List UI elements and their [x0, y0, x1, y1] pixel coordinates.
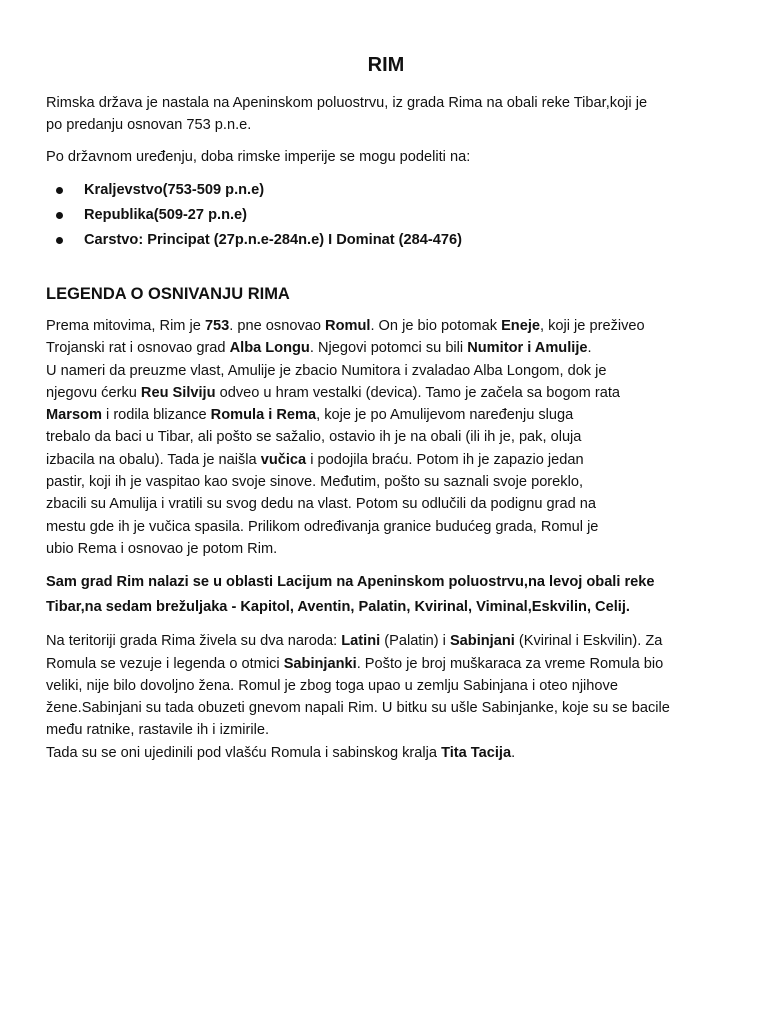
text-run: Trojanski rat i osnovao grad: [46, 340, 230, 357]
document-page: [46, 52, 726, 774]
legend-line: trebalo da baci u Tibar, ali pošto se sažalio, ostavio ih je na obali (ili ih je, pak, oluja: [46, 429, 582, 446]
text-run: . On je bio potomak: [370, 318, 502, 334]
text-run-bold: Alba Longu: [229, 340, 310, 357]
territory-line: [46, 630, 726, 652]
text-run: . Njegovi potomci su bili: [309, 340, 468, 357]
division-intro: Po državnom uređenju, doba rimske imperije se mogu podeliti na:: [46, 149, 471, 165]
location-line: Tibar,na sedam brežuljaka - Kapitol, Aventin, Palatin, Kvirinal, Viminal,Eskvilin, Celij.: [46, 599, 630, 616]
list-item: [46, 228, 726, 253]
territory-paragraph: [46, 630, 726, 764]
territory-line: [46, 653, 726, 675]
text-run-bold: Romula i Rema: [210, 407, 317, 424]
text-run: , koje je po Amulijevom naređenju sluga: [316, 407, 574, 424]
legend-line: ubio Rema i osnovao je potom Rim.: [46, 540, 278, 557]
text-run-bold: Numitor i Amulije: [467, 340, 588, 357]
intro-paragraph: [46, 92, 726, 136]
text-run: i rodila blizance: [101, 407, 211, 424]
text-run: Prema mitovima, Rim je: [46, 318, 205, 334]
legend-heading: LEGENDA O OSNIVANJU RIMA: [46, 285, 290, 303]
document-title: RIM: [367, 54, 405, 76]
text-run: i podojila braću. Potom ih je zapazio jedan: [306, 451, 584, 468]
territory-line: veliki, nije bilo dovoljno žena. Romul je zbog toga upao u zemlju Sabinjana i oteo njihove: [46, 677, 618, 694]
legend-line: [46, 382, 726, 404]
legend-line: pastir, koji ih je vaspitao kao svoje sinove. Međutim, pošto su saznali svoje poreklo,: [46, 474, 583, 491]
text-run: . pne osnovao: [229, 318, 326, 334]
text-run: njegovu ćerku: [46, 384, 141, 401]
territory-line: među ratnike, rastavile ih i izmirile.: [46, 722, 270, 739]
text-run: Na teritoriji grada Rima živela su dva naroda:: [46, 633, 342, 650]
bullet-icon: [56, 187, 63, 194]
territory-line: [46, 742, 726, 764]
legend-line: U nameri da preuzme vlast, Amulije je zbacio Numitora i zvaladao Alba Longom, dok je: [46, 362, 607, 379]
text-run: izbacila na obalu). Tada je naišla: [46, 451, 261, 468]
text-run: .: [511, 744, 516, 761]
text-run-bold: Latini: [341, 633, 381, 650]
territory-line: žene.Sabinjani su tada obuzeti gnevom napali Rim. U bitku su ušle Sabinjanke, koje su se bacile: [46, 700, 670, 717]
text-run-bold: Tita Tacija: [441, 744, 512, 761]
text-run-bold: Reu Silviju: [140, 384, 216, 401]
text-run-bold: vučica: [260, 451, 307, 468]
legend-line: [46, 449, 726, 471]
period-label: Republika(509-27 p.n.e): [84, 207, 248, 223]
location-line: Sam grad Rim nalazi se u oblasti Lacijum na Apeninskom poluostrvu,na levoj obali reke: [46, 574, 655, 591]
period-label: Carstvo: Principat (27p.n.e-284n.e) I Dominat (284-476): [84, 232, 462, 248]
text-run-bold: Sabinjani: [449, 633, 515, 650]
bullet-icon: [56, 237, 63, 244]
period-label: Kraljevstvo(753-509 p.n.e): [84, 182, 265, 198]
text-run: (Palatin) i: [380, 633, 450, 650]
legend-paragraph: [46, 315, 726, 560]
intro-line: po predanju osnovan 753 p.n.e.: [46, 117, 252, 133]
bullet-icon: [56, 212, 63, 219]
text-run-bold: 753: [204, 318, 230, 334]
legend-line: mestu gde ih je vučica spasila. Prilikom određivanja granice budućeg grada, Romul je: [46, 518, 599, 535]
intro-line: Rimska država je nastala na Apeninskom poluostrvu, iz grada Rima na obali reke Tibar,koji je: [46, 95, 648, 111]
legend-line: [46, 315, 726, 337]
text-run: Tada su se oni ujedinili pod vlašću Romula i sabinskog kralja: [46, 744, 442, 761]
text-run-bold: Sabinjanki: [283, 655, 357, 672]
location-paragraph: [46, 570, 726, 620]
text-run: (Kvirinal i Eskvilin). Za: [514, 633, 663, 650]
list-item: [46, 178, 726, 203]
text-run: .: [587, 340, 592, 357]
text-run: odveo u hram vestalki (devica). Tamo je začela sa bogom rata: [215, 384, 621, 401]
legend-line: [46, 337, 726, 359]
list-item: [46, 203, 726, 228]
legend-line: zbacili su Amulija i vratili su svog dedu na vlast. Potom su odlučili da podignu grad na: [46, 496, 597, 513]
text-run-bold: Marsom: [46, 407, 102, 424]
text-run-bold: Romul: [325, 318, 371, 334]
text-run: . Pošto je broj muškaraca za vreme Romula bio: [356, 655, 664, 672]
text-run-bold: Eneje: [501, 318, 540, 334]
text-run: , koji je preživeo: [540, 318, 645, 334]
text-run: Romula se vezuje i legenda o otmici: [46, 655, 284, 672]
legend-line: [46, 404, 726, 426]
periods-list: [46, 178, 726, 253]
